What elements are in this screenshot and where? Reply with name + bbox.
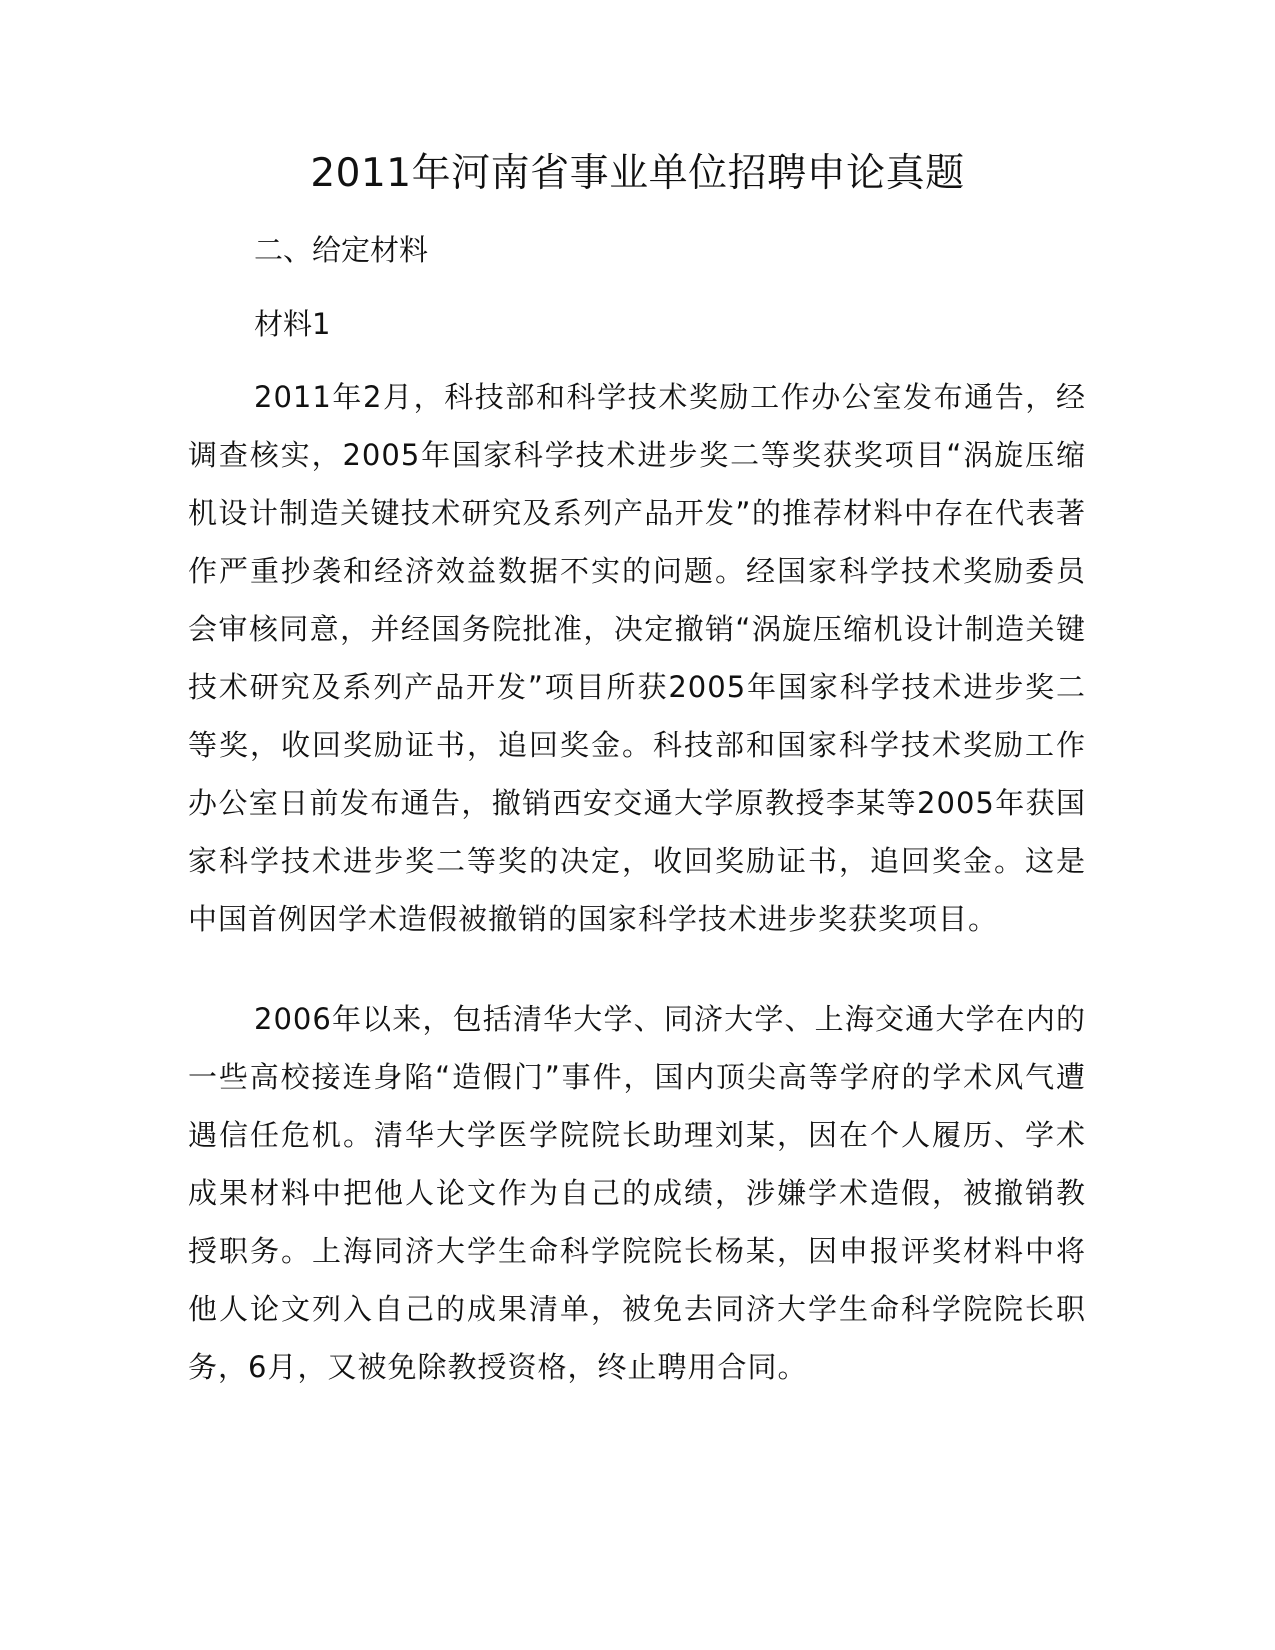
paragraph-1: 2011年2月，科技部和科学技术奖励工作办公室发布通告，经调查核实，2005年国家科学技术进步奖二等奖获奖项目“涡旋压缩机设计制造关键技术研究及系列产品开发”的推荐材料中存在代表著作严重抄袭和经济效益数据不实的问题。经国家科学技术奖励委员会审核同意，并经国务院批准，决定撤销“涡旋压缩机设计制造关键技术研究及系列产品开发”项目所获2005年国家科学技术进步奖二等奖，收回奖励证书，追回奖金。科技部和国家科学技术奖励工作办公室日前发布通告，撤销西安交通大学原教授李某等2005年获国家科学技术进步奖二等奖的决定，收回奖励证书，追回奖金。这是中国首例因学术造假被撤销的国家科学技术进步奖获奖项目。 — [188, 380, 1086, 936]
material-heading: 材料1 — [254, 307, 331, 341]
document-title: 2011年河南省事业单位招聘申论真题 — [310, 151, 965, 196]
paragraph-2: 2006年以来，包括清华大学、同济大学、上海交通大学在内的一些高校接连身陷“造假门”事件，国内顶尖高等学府的学术风气遭遇信任危机。清华大学医学院院长助理刘某，因在个人履历、学术成果材料中把他人论文作为自己的成绩，涉嫌学术造假，被撤销教授职务。上海同济大学生命科学院院长杨某，因申报评奖材料中将他人论文列入自己的成果清单，被免去同济大学生命科学院院长职务，6月，又被免除教授资格，终止聘用合同。 — [188, 1002, 1086, 1384]
section-heading: 二、给定材料 — [254, 233, 429, 267]
